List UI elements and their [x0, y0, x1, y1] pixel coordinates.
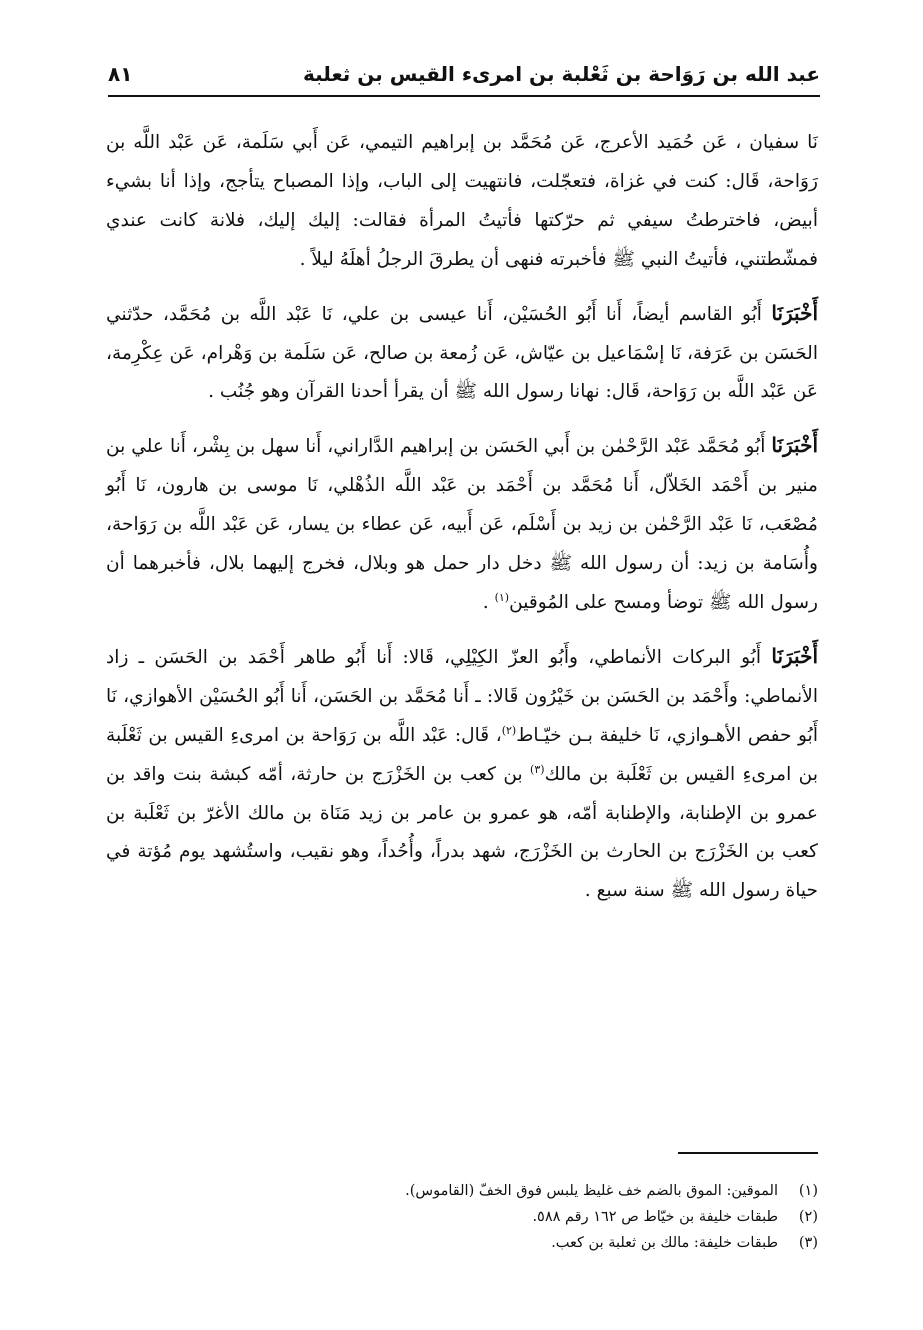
footnote-ref-2[interactable]: (٢) [501, 723, 517, 737]
footnote-text: طبقات خليفة بن خيّاط ص ١٦٢ رقم ٥٨٨. [532, 1209, 778, 1225]
footnote-text: طبقات خليفة: مالك بن ثعلبة بن كعب. [551, 1235, 778, 1251]
footnote-ref-3[interactable]: (٣) [530, 762, 545, 776]
paragraph-text-end: بن كعب بن الخَزْرَج بن حارثة، أمّه كبشة بنت واقد بن عمرو بن الإطنابة، والإطنابة أمّه، هو عمرو بن عامر بن زيد مَنَاة بن مالك الأغرّ بن ثَعْلَبة بن كعب بن الخَزْرَج بن الحارث بن الخَزْرَج، شهد بدراً، وأُحُداً، وهو نقيب، واستُشهد يوم مُؤتة في حياة رسول الله ﷺ سنة سبع . [106, 763, 818, 902]
paragraph-3 [106, 426, 818, 623]
page-header [108, 58, 820, 94]
paragraph-text-end: . [482, 591, 495, 613]
footnote-mark: (٢) [798, 1209, 818, 1225]
paragraph-text: أَبُو البركات الأنماطي، وأَبُو العزّ الكِيْلِي، قَالا: أَنا أَبُو طاهر أَحْمَد بن الحَسَن ـ زاد الأنماطي: وأَحْمَد بن الحَسَن بن خَيْرُون قَالا: ـ أَنا مُحَمَّد بن الحَسَن، أَنا أَبُو الحُسَيْن الأهوازي، نَا أَبُو حفص الأهـوازي، نَا خليفة بـن خيّـاط [106, 646, 818, 746]
footnote-ref-1[interactable]: (١) [494, 590, 510, 604]
running-title: عبد الله بن رَوَاحة بن ثَعْلبة بن امرىء القيس بن ثعلبة [303, 62, 820, 86]
footnote-text: الموقين: الموق بالضم خف غليظ يلبس فوق الخفّ (القاموس). [405, 1183, 778, 1199]
paragraph-1 [106, 124, 818, 280]
footnotes [106, 1178, 818, 1256]
footnote-3 [106, 1230, 818, 1256]
paragraph-2 [106, 294, 818, 413]
footnote-rule [678, 1152, 818, 1154]
footnote-mark: (١) [798, 1183, 818, 1199]
paragraph-lead: أَخْبَرَنَا [771, 300, 818, 325]
paragraph-lead: أَخْبَرَنَا [771, 643, 818, 668]
footnote-mark: (٣) [798, 1235, 818, 1251]
paragraph-text: أَبُو مُحَمَّد عَبْد الرَّحْمٰن بن أَبي الحَسَن بن إبراهيم الدَّاراني، أَنا سهل بن بِشْر، أَنا علي بن منير بن أَحْمَد الخَلاّل، أَنا مُحَمَّد بن أَحْمَد بن عَبْد اللَّه الذُهْلي، نَا موسى بن هارون، نَا أَبُو مُصْعَب، نَا عَبْد الرَّحْمٰن بن زيد بن أَسْلَم، عَن أَبيه، عَن عطاء بن يسار، عَن عَبْد اللَّه بن رَوَاحة، وأُسَامة بن زيد: أن رسول الله ﷺ دخل دار حمل هو وبلال، فخرج إليهما بلال، فأخبرهما أن رسول الله ﷺ توضأ ومسح على المُوقين [106, 436, 818, 613]
paragraph-text: نَا سفيان ، عَن حُمَيد الأعرج، عَن مُحَمَّد بن إبراهيم التيمي، عَن أَبي سَلَمة، عَن عَبْد اللَّه بن رَوَاحة، قَال: كنت في غزاة، فتعجّلت، فانتهيت إلى الباب، وإذا المصباح يتأجج، وإذا أنا بشيء أبيض، فاخترطتُ سيفي ثم حرّكتها فأتيتُ المرأة فقالت: إليك إليك، فلانة كانت عندي فمشّطتني، فأتيتُ النبي ﷺ فأخبرته فنهى أن يطرقَ الرجلُ أهلَهُ ليلاً . [106, 132, 818, 270]
paragraph-text: أَبُو القاسم أيضاً، أَنا أَبُو الحُسَيْن، أَنا عيسى بن علي، نَا عَبْد اللَّه بن مُحَمَّد، حدّثني الحَسَن بن عَرَفة، نَا إسْمَاعيل بن عيّاش، عَن زُمعة بن صالح، عَن سَلَمة بن وَهْرام، عَن عِكْرِمة، عَن عَبْد اللَّه بن رَوَاحة، قَال: نهانا رسول الله ﷺ أن يقرأ أحدنا القرآن وهو جُنُب . [105, 303, 818, 403]
paragraph-lead: أَخْبَرَنَا [771, 433, 818, 458]
header-rule [108, 95, 820, 97]
main-text [106, 124, 818, 925]
page-number: ٨١ [108, 62, 133, 86]
paragraph-4 [106, 637, 818, 911]
footnote-2 [106, 1204, 818, 1230]
footnote-1 [106, 1178, 818, 1204]
paragraph-text-middle: ، قَال: عَبْد اللَّه بن رَوَاحة بن امرىءِ القيس بن ثَعْلَبة بن امرىءِ القيس بن ثَعْلَبة بن مالك [106, 724, 818, 785]
